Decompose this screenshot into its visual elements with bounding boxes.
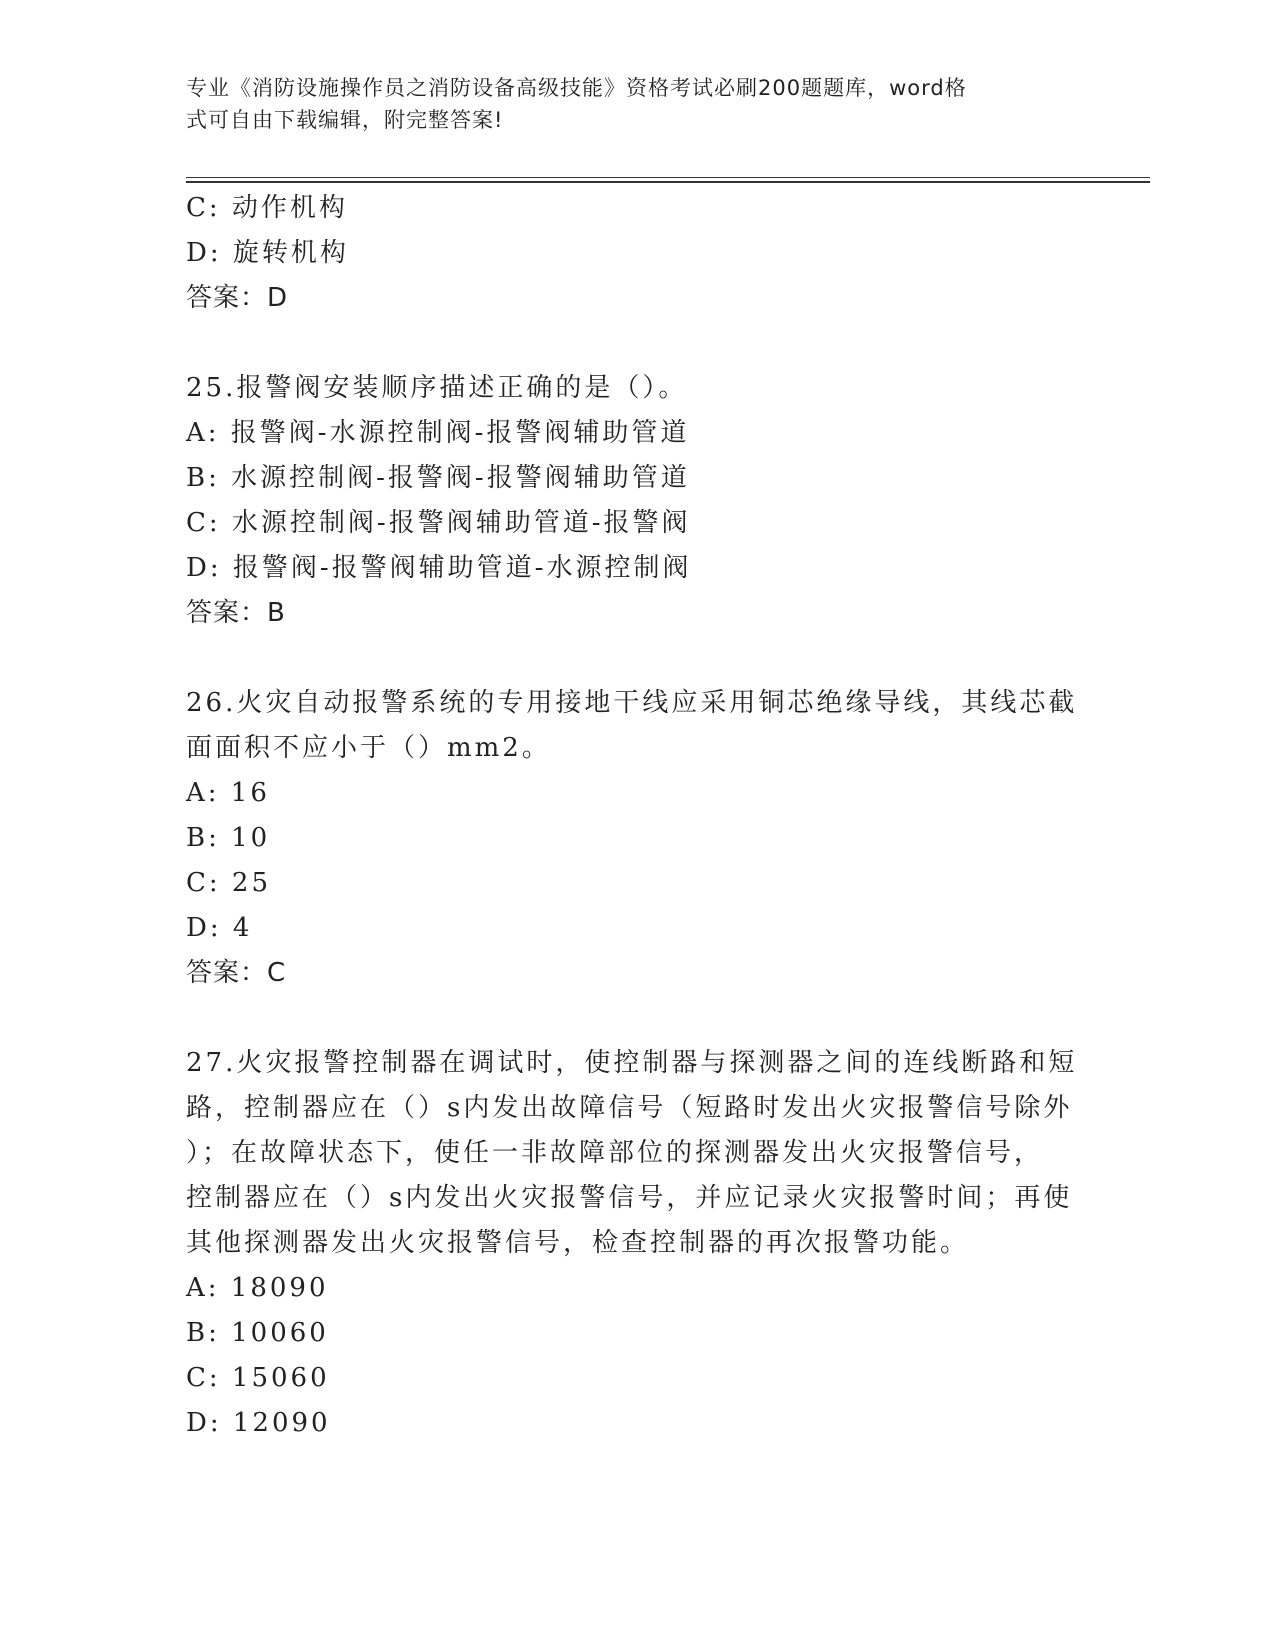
q25-option-b: B: 水源控制阀-报警阀-报警阀辅助管道 [186,463,690,493]
q25-answer: 答案：B [186,598,286,628]
header-divider-thin [186,177,1150,178]
prev-option-d: D: 旋转机构 [186,238,349,268]
q26-stem-line-1: 26.火灾自动报警系统的专用接地干线应采用铜芯绝缘导线，其线芯截 [186,688,1078,718]
q25-option-a: A: 报警阀-水源控制阀-报警阀辅助管道 [186,418,690,448]
q27-stem-line-2: 路，控制器应在（）s内发出故障信号（短路时发出火灾报警信号除外 [186,1093,1073,1123]
q25-option-c: C: 水源控制阀-报警阀辅助管道-报警阀 [186,508,691,538]
q26-option-c: C: 25 [186,868,272,898]
header-line-1: 专业《消防设施操作员之消防设备高级技能》资格考试必刷200题题库，word格 [186,76,967,100]
q26-stem-line-2: 面面积不应小于（）mm2。 [186,733,551,763]
q27-stem-line-1: 27.火灾报警控制器在调试时，使控制器与探测器之间的连线断路和短 [186,1048,1078,1078]
q26-answer: 答案：C [186,958,287,988]
q27-option-a: A: 18090 [186,1273,329,1303]
prev-answer: 答案：D [186,283,289,313]
q27-option-c: C: 15060 [186,1363,330,1393]
header-line-2: 式可自由下载编辑，附完整答案! [186,108,504,132]
q26-option-a: A: 16 [186,778,270,808]
q27-option-d: D: 12090 [186,1408,331,1438]
document-header [186,72,1076,136]
q25-stem: 25.报警阀安装顺序描述正确的是（）。 [186,373,688,403]
q27-option-b: B: 10060 [186,1318,329,1348]
q27-stem-line-5: 其他探测器发出火灾报警信号，检查控制器的再次报警功能。 [186,1228,970,1258]
header-divider-thick [186,181,1150,183]
q26-option-b: B: 10 [186,823,271,853]
q27-stem-line-3: ）；在故障状态下，使任一非故障部位的探测器发出火灾报警信号， [186,1138,1044,1168]
prev-option-c: C: 动作机构 [186,193,348,223]
q25-option-d: D: 报警阀-报警阀辅助管道-水源控制阀 [186,553,692,583]
q27-stem-line-4: 控制器应在（）s内发出火灾报警信号，并应记录火灾报警时间；再使 [186,1183,1073,1213]
q26-option-d: D: 4 [186,913,253,943]
